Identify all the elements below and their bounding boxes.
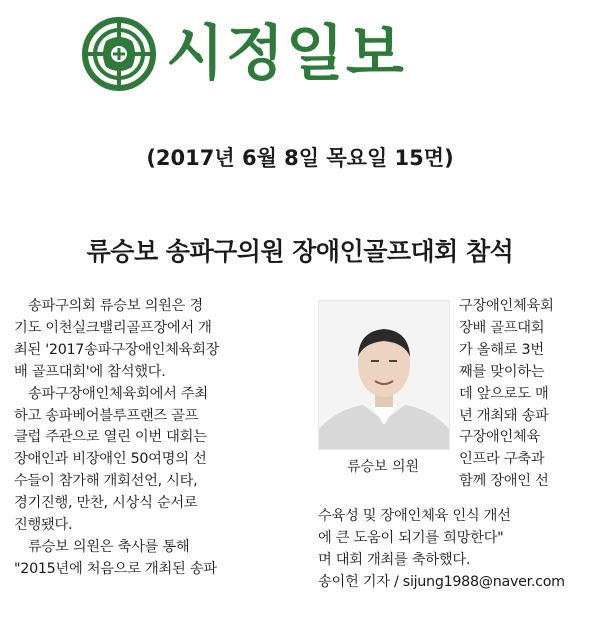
- article-line: 클럽 주관으로 열린 이번 대회는: [14, 429, 207, 446]
- newspaper-name: 시정일보: [166, 19, 406, 89]
- article-line: 구장애인체육회: [459, 298, 554, 314]
- article-headline: 류승보 송파구의원 장애인골프대회 참석: [86, 237, 514, 266]
- seoul-emblem-icon: [82, 17, 156, 91]
- portrait-photo: [318, 300, 450, 450]
- article-bottom-lines: [318, 506, 598, 594]
- article-line: "2015년에 처음으로 개최된 송파: [14, 560, 217, 577]
- article-left-column: [14, 296, 304, 581]
- article-line: 함께 장애인 선: [459, 473, 549, 490]
- reporter-byline: 송이헌 기자 / sijung1988@naver.com: [318, 573, 565, 590]
- article-line: 데 앞으로도 매: [459, 385, 549, 402]
- article-right-column: [459, 296, 589, 493]
- article-line: 경기진행, 만찬, 시상식 순서로: [14, 495, 198, 512]
- article-line: 송파구장애인체육회에서 주최: [28, 385, 208, 402]
- masthead: [82, 18, 406, 90]
- article-line: 기도 이천실크밸리골프장에서 개: [14, 319, 212, 336]
- article-line: 최된 '2017송파구장애인체육회장: [14, 341, 220, 358]
- article-line: 장애인과 비장애인 50여명의 선: [14, 451, 207, 468]
- article-line: 류승보 의원은 축사를 통해: [28, 538, 190, 555]
- article-line: 째를 맞이하는: [459, 363, 545, 380]
- article-line: 인프라 구축과: [459, 451, 545, 468]
- article-line: 진행됐다.: [14, 517, 73, 534]
- article-line: 배 골프대회'에 참석했다.: [14, 363, 166, 380]
- article-line: 수들이 참가해 개회선언, 시타,: [14, 473, 198, 490]
- article-line: 에 큰 도움이 되기를 희망한다": [318, 529, 504, 546]
- article-line: 년 개최돼 송파: [459, 407, 549, 424]
- photo-caption: 류승보 의원: [346, 459, 420, 475]
- article-line: 수육성 및 장애인체육 인식 개선: [318, 508, 511, 524]
- article-line: 하고 송파베어블루프랜즈 골프: [14, 407, 199, 424]
- article-line: 가 올해로 3번: [459, 341, 544, 358]
- article-line: 장배 골프대회: [459, 319, 545, 336]
- article-line: 구장애인체육: [459, 429, 541, 446]
- article-line: 송파구의회 류승보 의원은 경: [28, 298, 203, 314]
- article-line: 며 대회 개최를 축하했다.: [318, 551, 471, 568]
- dateline: (2017년 6월 8일 목요일 15면): [146, 146, 454, 170]
